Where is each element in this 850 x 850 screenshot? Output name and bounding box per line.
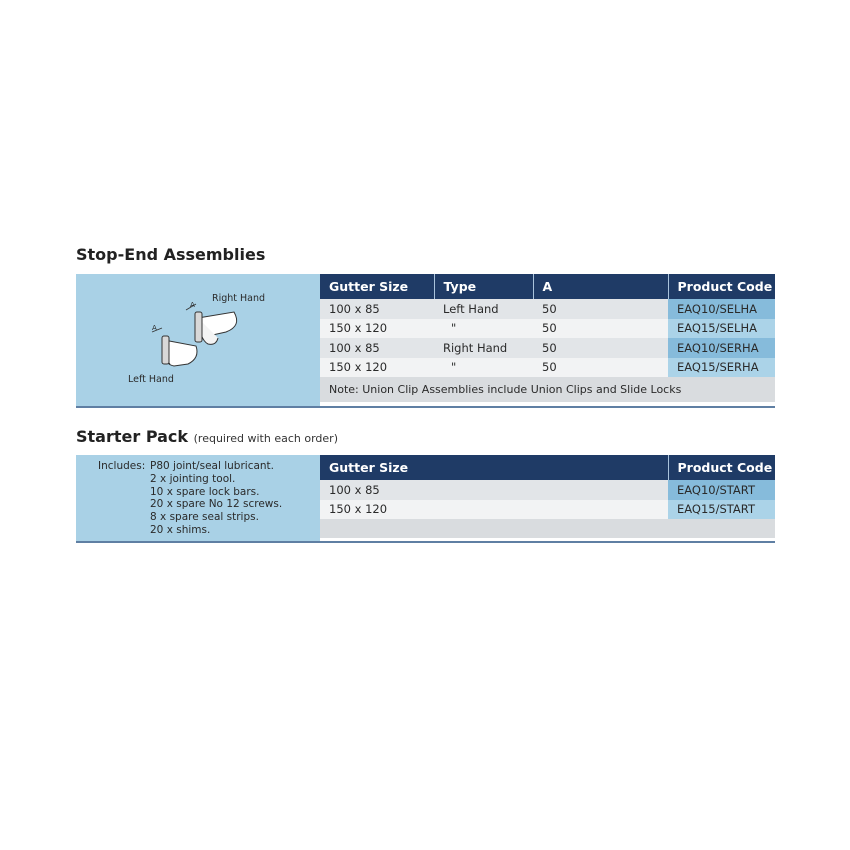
note-row xyxy=(320,377,775,402)
filler-row xyxy=(320,519,775,538)
cell-product-code: EAQ15/START xyxy=(668,500,775,520)
cell-gutter-size: 150 x 120 xyxy=(320,500,668,520)
starter-pack-bottom-rule xyxy=(76,541,775,543)
includes-block xyxy=(98,460,283,536)
cell-a: 50 xyxy=(533,319,668,339)
table-row xyxy=(320,500,775,520)
includes-list xyxy=(150,460,282,537)
starter-pack-includes-panel xyxy=(76,455,320,541)
stop-end-title xyxy=(76,245,265,264)
union-clip-note: Note: Union Clip Assemblies include Union Clips and Slide Locks xyxy=(320,377,775,402)
stop-end-header-row xyxy=(320,274,775,299)
cell-type: Right Hand xyxy=(434,338,533,358)
list-item: 8 x spare seal strips. xyxy=(150,511,259,524)
starter-pack-title-text: Starter Pack xyxy=(76,427,189,446)
stop-end-title-text: Stop-End Assemblies xyxy=(76,245,266,264)
table-row xyxy=(320,358,775,378)
table-row xyxy=(320,338,775,358)
starter-pack-panel xyxy=(76,455,775,543)
stop-end-illustration xyxy=(76,274,320,406)
cell-gutter-size: 100 x 85 xyxy=(320,480,668,500)
cell-a: 50 xyxy=(533,338,668,358)
header-gutter-size: Gutter Size xyxy=(320,274,434,299)
right-hand-stop-end-drawing xyxy=(186,304,237,344)
cell-product-code: EAQ10/SERHA xyxy=(668,338,775,358)
cell-gutter-size: 100 x 85 xyxy=(320,338,434,358)
cell-type: " xyxy=(434,319,533,339)
list-item: 20 x shims. xyxy=(150,523,211,536)
cell-a: 50 xyxy=(533,299,668,319)
table-row xyxy=(320,480,775,500)
stop-end-illustration-panel xyxy=(76,274,320,406)
cell-product-code: EAQ15/SELHA xyxy=(668,319,775,339)
starter-pack-table xyxy=(320,455,775,538)
left-hand-stop-end-drawing xyxy=(152,328,197,366)
cell-gutter-size: 150 x 120 xyxy=(320,358,434,378)
list-item: 2 x jointing tool. xyxy=(150,472,236,485)
cell-gutter-size: 150 x 120 xyxy=(320,319,434,339)
dimension-a-label-right: A xyxy=(190,301,195,309)
header-product-code: Product Code xyxy=(668,455,775,480)
cell-product-code: EAQ10/SELHA xyxy=(668,299,775,319)
cell-gutter-size: 100 x 85 xyxy=(320,299,434,319)
header-product-code: Product Code xyxy=(668,274,775,299)
header-gutter-size: Gutter Size xyxy=(320,455,668,480)
starter-pack-subtitle: (required with each order) xyxy=(193,432,338,445)
list-item: 10 x spare lock bars. xyxy=(150,485,260,498)
stop-end-panel xyxy=(76,274,775,408)
list-item: P80 joint/seal lubricant. xyxy=(150,460,275,472)
cell-type: " xyxy=(434,358,533,378)
dimension-a-label-left: A xyxy=(152,324,157,332)
table-row xyxy=(320,299,775,319)
includes-label: Includes: xyxy=(98,460,146,472)
starter-pack-title xyxy=(76,427,338,446)
header-type: Type xyxy=(434,274,533,299)
list-item: 20 x spare No 12 screws. xyxy=(150,498,283,511)
right-hand-label: Right Hand xyxy=(212,293,266,304)
left-hand-label: Left Hand xyxy=(128,374,174,385)
cell-type: Left Hand xyxy=(434,299,533,319)
cell-product-code: EAQ10/START xyxy=(668,480,775,500)
table-row xyxy=(320,319,775,339)
stop-end-bottom-rule xyxy=(76,406,775,408)
filler-cell xyxy=(320,519,775,538)
header-a: A xyxy=(533,274,668,299)
cell-a: 50 xyxy=(533,358,668,378)
starter-pack-header-row xyxy=(320,455,775,480)
cell-product-code: EAQ15/SERHA xyxy=(668,358,775,378)
stop-end-table xyxy=(320,274,775,402)
